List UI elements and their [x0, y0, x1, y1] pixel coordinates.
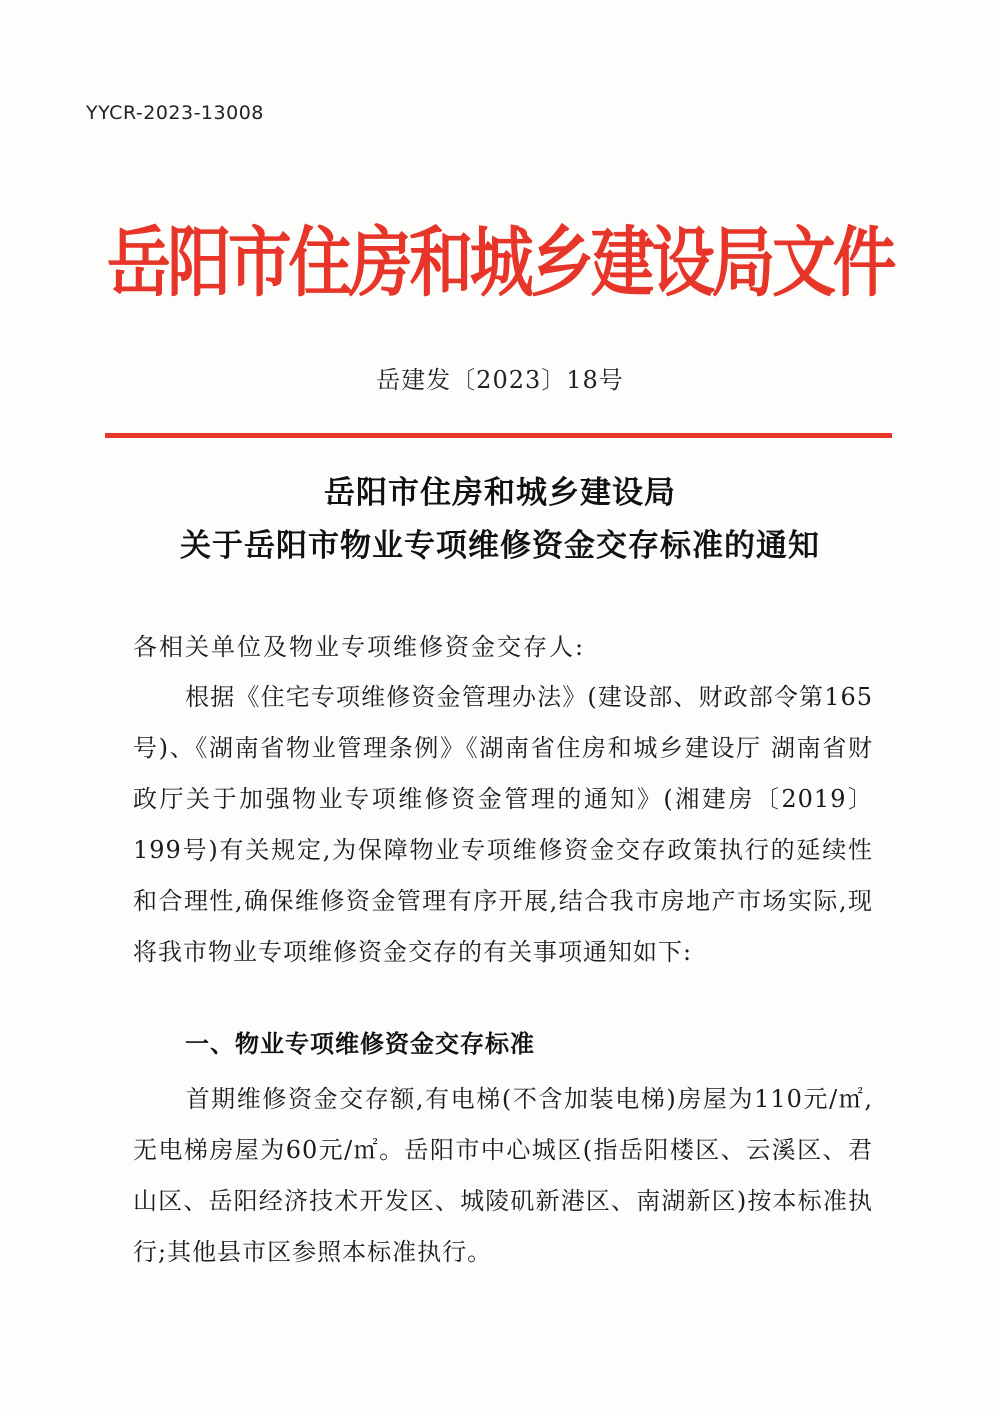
- document-number: 岳建发〔2023〕18号: [376, 366, 624, 394]
- section-1-heading: 一、物业专项维修资金交存标准: [185, 1030, 535, 1058]
- document-title-line1: 岳阳市住房和城乡建设局: [324, 475, 676, 511]
- issuer-masthead: 岳阳市住房和城乡建设局文件: [106, 218, 894, 307]
- document-title-line2: 关于岳阳市物业专项维修资金交存标准的通知: [180, 528, 820, 564]
- paragraph-1-text: 根据《住宅专项维修资金管理办法》(建设部、财政部令第165号)、《湖南省物业管理条例》《湖南省住房和城乡建设厅 湖南省财政厅关于加强物业专项维修资金管理的通知》(湘建房〔2019〕199号)有关规定,为保障物业专项维修资金交存政策执行的延续性和合理性,确保维修资金管理有序开展,结合我市房地产市场实际,现将我市物业专项维修资金交存的有关事项通知如下:: [133, 683, 873, 966]
- red-divider: [105, 433, 892, 438]
- salutation: 各相关单位及物业专项维修资金交存人:: [133, 633, 586, 661]
- paragraph-2-text: 首期维修资金交存额,有电梯(不含加装电梯)房屋为110元/㎡,无电梯房屋为60元/㎡。岳阳市中心城区(指岳阳楼区、云溪区、君山区、岳阳经济技术开发区、城陵矶新港区、南湖新区)按本标准执行;其他县市区参照本标准执行。: [133, 1085, 873, 1266]
- document-code: YYCR-2023-13008: [86, 102, 264, 124]
- paragraph-1: [133, 672, 873, 978]
- paragraph-2: [133, 1074, 873, 1278]
